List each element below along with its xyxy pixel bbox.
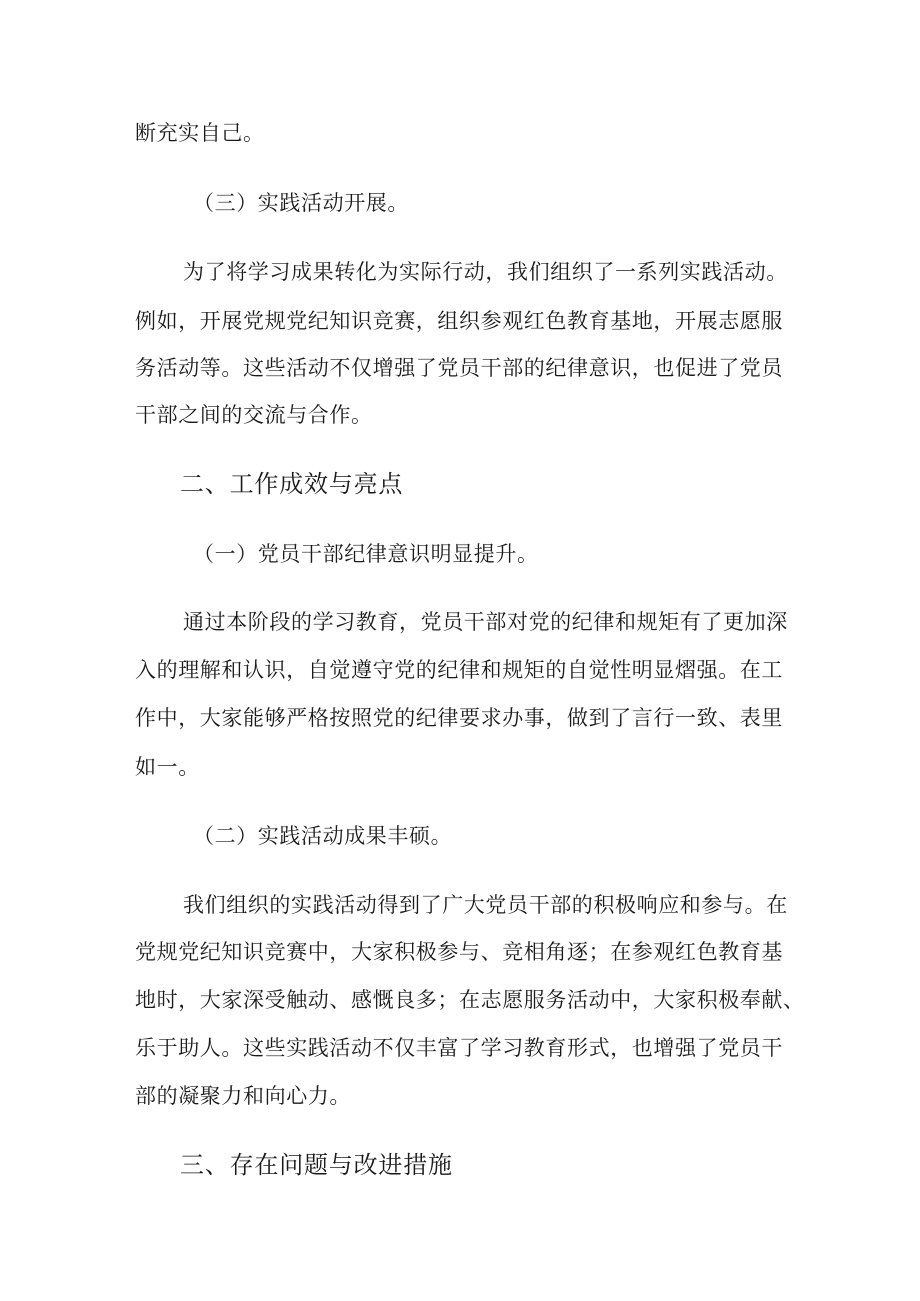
paragraph-line: 为了将学习成果转化为实际行动，我们组织了一系列实践活动。 [183, 260, 788, 284]
paragraph-line: 断充实自己。 [135, 121, 265, 145]
paragraph-line: 如一。 [135, 755, 200, 779]
paragraph-line: 地时，大家深受触动、感慨良多；在志愿服务活动中，大家积极奉献、 [135, 988, 805, 1012]
subheading-practice-activities: （三）实践活动开展。 [193, 191, 409, 215]
paragraph-line: 作中，大家能够严格按照党的纪律要求办事，做到了言行一致、表里 [135, 706, 783, 730]
paragraph-line: 我们组织的实践活动得到了广大党员干部的积极响应和参与。在 [183, 893, 788, 917]
paragraph-line: 入的理解和认识，自觉遵守党的纪律和规矩的自觉性明显熠强。在工 [135, 658, 783, 682]
paragraph-line: 通过本阶段的学习教育，党员干部对党的纪律和规矩有了更加深 [183, 610, 788, 634]
section-heading-results: 二、工作成效与亮点 [180, 470, 404, 498]
subheading-discipline-awareness: （一）党员干部纪律意识明显提升。 [193, 542, 539, 566]
paragraph-line: 党规党纪知识竞赛中，大家积极参与、竞相角逐；在参观红色教育基 [135, 940, 783, 964]
paragraph-line: 干部之间的交流与合作。 [135, 403, 373, 427]
paragraph-line: 部的凝聚力和向心力。 [135, 1084, 351, 1108]
paragraph-line: 例如，开展党规党纪知识竞赛，组织参观红色教育基地，开展志愿服 [135, 309, 783, 333]
subheading-practice-results: （二）实践活动成果丰硕。 [193, 824, 453, 848]
paragraph-line: 务活动等。这些活动不仅增强了党员干部的纪律意识，也促进了党员 [135, 356, 783, 380]
paragraph-line: 乐于助人。这些实践活动不仅丰富了学习教育形式，也增强了党员干 [135, 1036, 783, 1060]
section-heading-problems: 三、存在问题与改进措施 [180, 1151, 453, 1179]
